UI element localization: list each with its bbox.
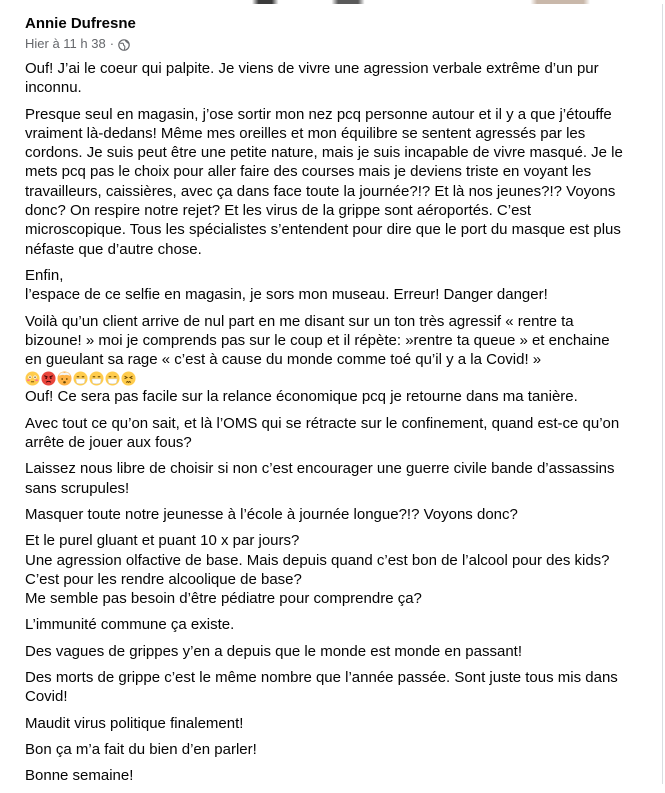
post-paragraph: [25, 59, 650, 98]
post-text-line: Covid!: [25, 688, 68, 706]
post-meta: [25, 35, 136, 53]
post-text-line: Et le purel gluant et puant 10 x par jours?: [25, 532, 300, 550]
emoji-row: [25, 369, 650, 387]
post-text-line: cordons. Je suis peut être une petite nature, mais je suis incapable de vivre masqué. Je le: [25, 144, 623, 162]
post-text-line: en gueulant sa rage « c’est à cause du monde comme toé qu’il y a la Covid! »: [25, 351, 542, 369]
post-text-line: Enfin,: [25, 266, 64, 284]
post-paragraph: [25, 414, 650, 453]
post-text-line: Bon ça m’a fait du bien d’en parler!: [25, 740, 257, 758]
post-text-line: Masquer toute notre jeunesse à l’école à journée longue?!? Voyons donc?: [25, 505, 518, 523]
post-text-line: Laissez nous libre de choisir si non c’est encourager une guerre civile bande d’assassins: [25, 460, 615, 478]
post-timestamp[interactable]: Hier à 11 h 38: [25, 36, 106, 51]
post-paragraph: [25, 266, 650, 305]
post-text-line: C’est pour les rendre alcoolique de base?: [25, 570, 302, 588]
author-name[interactable]: Annie Dufresne: [25, 15, 136, 32]
post-text-line: l’espace de ce selfie en magasin, je sors mon museau. Erreur! Danger danger!: [25, 286, 548, 304]
post-text-line: bizoune! » moi je comprends pas sur le coup et il répète: »rentre ta queue » et enchaine: [25, 331, 610, 349]
post-text-line: arrête de jouer aux fous?: [25, 434, 192, 452]
post-paragraph: [25, 312, 650, 407]
post-text-line: mets pcq pas le choix pour aller faire des courses mais je deviens triste en voyant les: [25, 163, 592, 181]
post-text-line: Des vagues de grippes y’en a depuis que le monde est monde en passant!: [25, 642, 522, 660]
post-text-line: Me semble pas besoin d’être pédiatre pour comprendre ça?: [25, 590, 422, 608]
post-text-line: Voilà qu’un client arrive de nul part en me disant sur un ton très agressif « rentre ta: [25, 312, 574, 330]
post-text-line: Ouf! Ce sera pas facile sur la relance économique pcq je retourne dans ma tanière.: [25, 388, 578, 406]
post-paragraph: [25, 766, 650, 785]
post-paragraph: [25, 615, 650, 634]
cropped-photo-edge: [0, 0, 663, 4]
post-paragraph: [25, 740, 650, 759]
post-text-line: travailleurs, caissières, avec ça dans face toute la journée?!? Et là nos jeunes?!? Voyons: [25, 182, 616, 200]
post-paragraph: [25, 105, 650, 259]
post-text-line: Avec tout ce qu’on sait, et là l’OMS qui se rétracte sur le confinement, quand est-ce qu’on: [25, 414, 620, 432]
post-text-line: néfaste que d’autre chose.: [25, 240, 202, 258]
post-text-line: microscopique. Tous les spécialistes s’entendent pour dire que le port du masque est plus: [25, 221, 621, 239]
persevering-face-emoji: [121, 371, 136, 386]
post-paragraph: [25, 531, 650, 608]
post-paragraph: [25, 668, 650, 707]
post-text-line: vraiment là-dedans! Même mes oreilles et mon équilibre se sentent agressés par les: [25, 124, 586, 142]
meta-separator: ·: [109, 36, 115, 51]
post-text-line: Presque seul en magasin, j’ose sortir mon nez pcq personne autour et il y a que j’étouffe: [25, 105, 612, 123]
post-text-line: L’immunité commune ça existe.: [25, 616, 235, 634]
post-text: [25, 59, 650, 793]
pouting-face-emoji: [41, 371, 56, 386]
post-header: [25, 14, 136, 53]
face-with-mask-emoji: [105, 371, 120, 386]
post-text-line: Bonne semaine!: [25, 767, 134, 785]
post-text-line: Ouf! J’ai le coeur qui palpite. Je viens de vivre une agression verbale extrême d’un pur: [25, 60, 599, 77]
post-text-line: donc? On respire notre rejet? Et les virus de la grippe sont aéroportés. C’est: [25, 202, 532, 220]
post-text-line: Des morts de grippe c’est le même nombre que l’année passée. Sont juste tous mis dans: [25, 669, 618, 687]
post-text-line: Une agression olfactive de base. Mais depuis quand c’est bon de l’alcool pour des kids?: [25, 551, 610, 569]
exploding-head-emoji: [57, 371, 72, 386]
flushed-face-emoji: [25, 371, 40, 386]
post-paragraph: [25, 459, 650, 498]
post-text-line: Maudit virus politique finalement!: [25, 714, 244, 732]
post-text-line: sans scrupules!: [25, 479, 130, 497]
post-paragraph: [25, 505, 650, 524]
face-with-mask-emoji: [73, 371, 88, 386]
globe-icon[interactable]: [118, 38, 130, 50]
face-with-mask-emoji: [89, 371, 104, 386]
post-paragraph: [25, 714, 650, 733]
post-paragraph: [25, 642, 650, 661]
post-text-line: inconnu.: [25, 79, 82, 97]
